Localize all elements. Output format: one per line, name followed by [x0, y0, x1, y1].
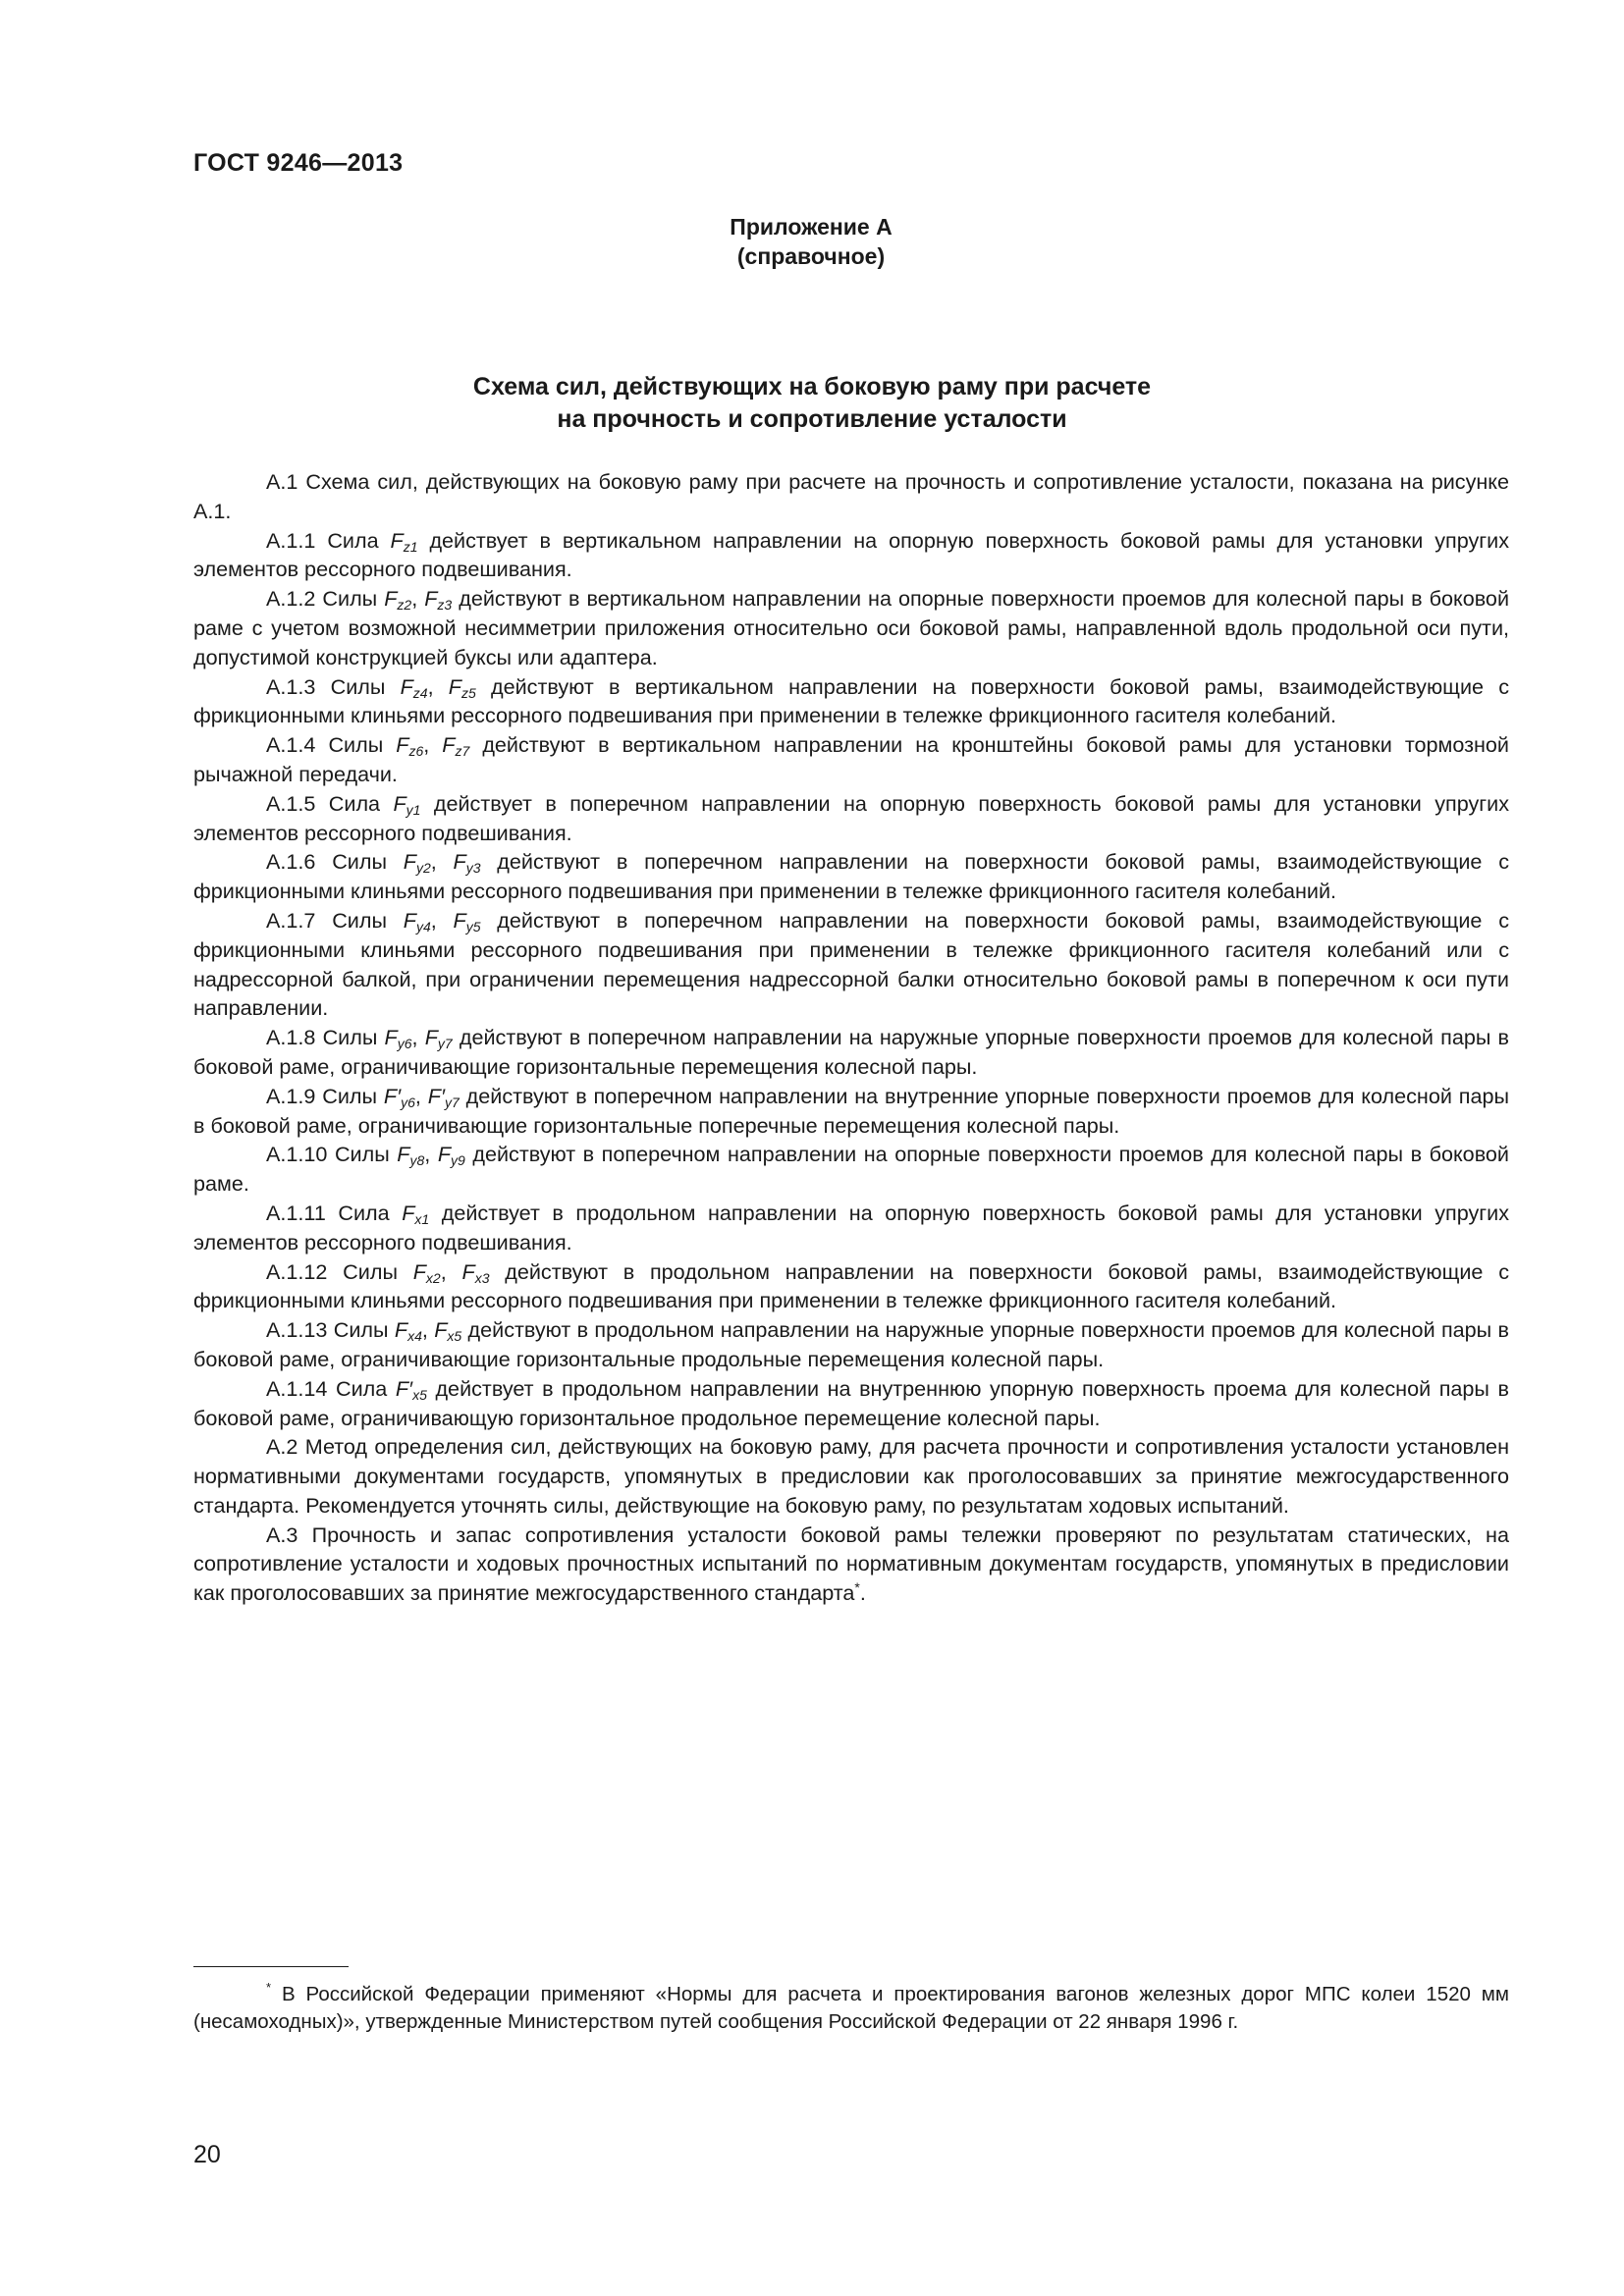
paragraph-a1-14: А.1.14 Сила $F'_{x5}$ действует в продольном направлении на внутреннюю упорную поверхность проема для колесной пары в боковой раме, ограничивающую горизонтальное продольное перемещение колесной пары.: [193, 1375, 1509, 1430]
footnote-marker: *: [266, 1980, 272, 1995]
page-number: 20: [193, 2141, 221, 2168]
footnote-separator: [193, 1966, 349, 1967]
section-title-line-1: Схема сил, действующих на боковую раму при расчете: [472, 373, 1152, 400]
paragraph-a1-5: А.1.5 Сила $F_{y1}$ действует в поперечном направлении на опорную поверхность боковой рамы для установки упругих элементов рессорного подвешивания.: [193, 790, 1509, 845]
paragraph-a1-13: А.1.13 Силы $F_{x4}$, $F_{x5}$ действуют в продольном направлении на наружные упорные поверхности проемов для колесной пары в боковой раме, ограничивающие горизонтальные продольные перемещения колесной пары.: [193, 1317, 1509, 1371]
footnote-reference: *: [854, 1579, 860, 1596]
document-code: ГОСТ 9246—2013: [193, 149, 404, 177]
paragraph-a1-11: А.1.11 Сила $F_{x1}$ действует в продольном направлении на опорную поверхность боковой рамы для установки упругих элементов рессорного подвешивания.: [193, 1200, 1509, 1255]
appendix-label: Приложение А: [730, 214, 893, 240]
paragraph-a1-1: А.1.1 Сила $F_{z1}$ действует в вертикальном направлении на опорную поверхность боковой рамы для установки упругих элементов рессорного подвешивания.: [193, 527, 1509, 582]
paragraph-a1-10: А.1.10 Силы $F_{y8}$, $F_{y9}$ действуют в поперечном направлении на опорные поверхности проемов для колесной пары в боковой раме.: [193, 1142, 1509, 1197]
paragraph-a1-2: А.1.2 Силы $F_{z2}$, $F_{z3}$ действуют в вертикальном направлении на опорные поверхности проемов для колесной пары в боковой раме с учетом возможной несимметрии приложения относительно оси боковой рамы, направленной вдоль продольной оси пути, допустимой конструкцией буксы или адаптера.: [193, 586, 1510, 669]
footnote: [193, 1981, 1509, 2036]
paragraph-a1-9: А.1.9 Силы $F'_{y6}$, $F'_{y7}$ действуют в поперечном направлении на внутренние упорные поверхности проемов для колесной пары в боковой раме, ограничивающие горизонтальные поперечные перемещения колесной пары.: [193, 1083, 1509, 1138]
paragraph-a1-6: А.1.6 Силы $F_{y2}$, $F_{y3}$ действуют в поперечном направлении на поверхности боковой рамы, взаимодействующие с фрикционными клиньями рессорного подвешивания при применении в тележке фрикционного гасителя колебаний.: [193, 849, 1509, 904]
paragraph-a3: А.3 Прочность и запас сопротивления усталости боковой рамы тележки проверяют по результатам статических, на сопротивление усталости и ходовых прочностных испытаний по нормативным документам государств, упомянутых в предисловии как проголосовавших за принятие межгосударственного стандарта*.: [193, 1522, 1509, 1606]
paragraph-a1-12: А.1.12 Силы $F_{x2}$, $F_{x3}$ действуют в продольном направлении на поверхности боковой рамы, взаимодействующие с фрикционными клиньями рессорного подвешивания при применении в тележке фрикционного гасителя колебаний.: [193, 1258, 1509, 1313]
paragraph-a1-8: А.1.8 Силы $F_{y6}$, $F_{y7}$ действуют в поперечном направлении на наружные упорные поверхности проемов для колесной пары в боковой раме, ограничивающие горизонтальные перемещения колесной пары.: [193, 1025, 1510, 1079]
section-title: [0, 371, 1624, 436]
paragraph-a2: А.2 Метод определения сил, действующих на боковую раму, для расчета прочности и сопротивления усталости установлен нормативными документами государств, упомянутых в предисловии как проголосовавших за принятие межгосударственного стандарта. Рекомендуется уточнять силы, действующие на боковую раму, по результатам ходовых испытаний.: [193, 1434, 1509, 1518]
paragraph-a1-3: А.1.3 Силы $F_{z4}$, $F_{z5}$ действуют в вертикальном направлении на поверхности боковой рамы, взаимодействующие с фрикционными клиньями рессорного подвешивания при применении в тележке фрикционного гасителя колебаний.: [193, 673, 1510, 728]
paragraph-a1-7: А.1.7 Силы $F_{y4}$, $F_{y5}$ действуют в поперечном направлении на поверхности боковой рамы, взаимодействующие с фрикционными клиньями рессорного подвешивания при применении в тележке фрикционного гасителя колебаний или с надрессорной балкой, при ограничении перемещения надрессорной балки относительно боковой рамы в поперечном к оси пути направлении.: [193, 907, 1509, 1021]
paragraph-a1-4: А.1.4 Силы $F_{z6}$, $F_{z7}$ действуют в вертикальном направлении на кронштейны боковой рамы для установки тормозной рычажной передачи.: [193, 732, 1509, 786]
footnote-text: В Российской Федерации применяют «Нормы для расчета и проектирования вагонов железных дорог МПС колеи 1520 мм (несамоходных)», утвержденные Министерством путей сообщения Российской Федерации от 22 января 1996 г.: [193, 1983, 1509, 2033]
appendix-type: (справочное): [736, 243, 886, 269]
document-body: [193, 467, 1509, 1608]
appendix-heading: [0, 212, 1624, 271]
section-title-line-2: на прочность и сопротивление усталости: [557, 405, 1067, 433]
paragraph-a1: А.1 Схема сил, действующих на боковую раму при расчете на прочность и сопротивление усталости, показана на рисунке А.1.: [193, 469, 1509, 523]
